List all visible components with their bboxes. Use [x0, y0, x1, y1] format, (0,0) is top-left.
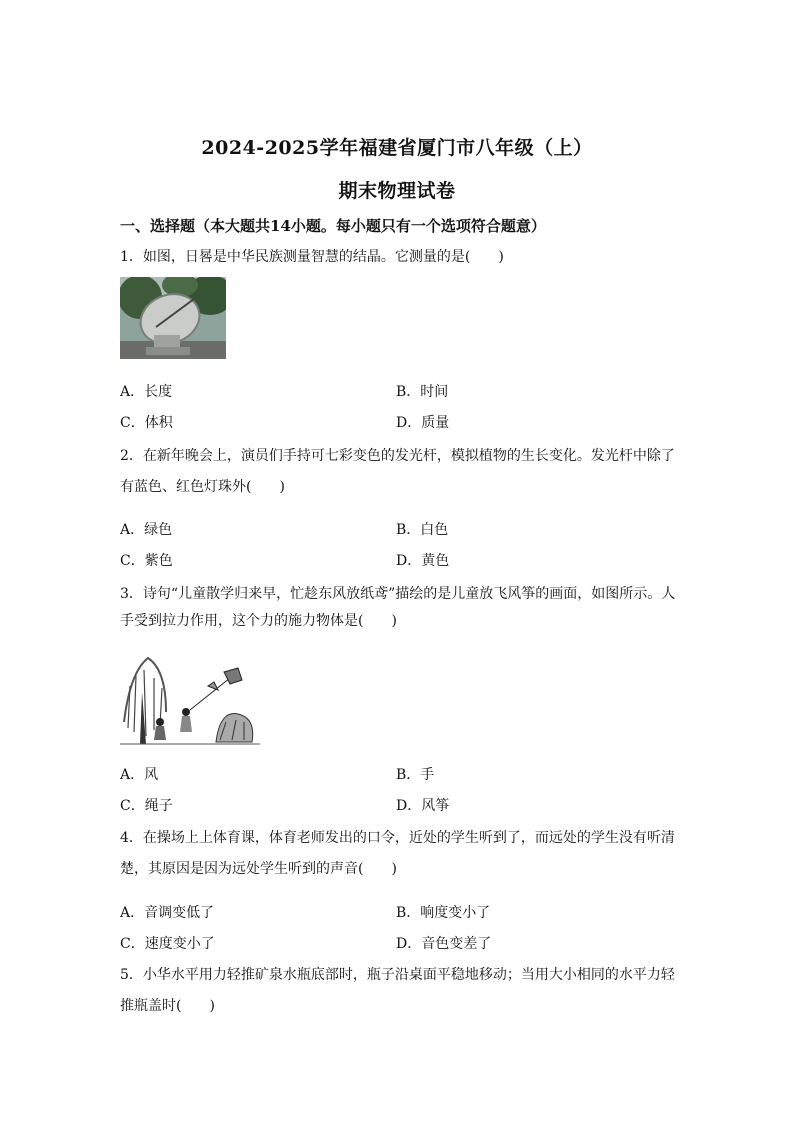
kite-flying-illustration: [120, 652, 260, 748]
q3-option-d: D．风筝: [396, 798, 450, 814]
question-2-stem-line1: 2．在新年晚会上，演员们手持可七彩变色的发光杆，模拟植物的生长变化。发光杆中除了: [120, 448, 675, 464]
question-5-stem-line1: 5．小华水平用力轻推矿泉水瓶底部时，瓶子沿桌面平稳地移动；当用大小相同的水平力轻: [120, 967, 675, 983]
question-4-stem-line2: 楚，其原因是因为远处学生听到的声音( ): [120, 861, 397, 877]
section-heading: 一、选择题（本大题共14小题。每小题只有一个选项符合题意）: [120, 217, 546, 235]
q2-option-d: D．黄色: [396, 553, 450, 569]
question-2-stem-line2: 有蓝色、红色灯珠外( ): [120, 479, 285, 495]
q3-option-c: C．绳子: [120, 798, 173, 814]
q1-option-b: B．时间: [396, 384, 449, 400]
q4-option-c: C．速度变小了: [120, 936, 215, 952]
question-5-stem-line2: 推瓶盖时( ): [120, 998, 215, 1014]
question-3-stem-line2: 手受到拉力作用，这个力的施力物体是( ): [120, 613, 397, 629]
document-title: 2024-2025学年福建省厦门市八年级（上）: [201, 137, 593, 159]
q4-option-a: A．音调变低了: [120, 905, 215, 921]
q3-option-a: A．风: [120, 767, 159, 783]
q1-option-c: C．体积: [120, 415, 173, 431]
q2-option-c: C．紫色: [120, 553, 173, 569]
question-1-stem: 1．如图，日晷是中华民族测量智慧的结晶。它测量的是( ): [120, 249, 504, 265]
question-4-stem-line1: 4．在操场上上体育课，体育老师发出的口令，近处的学生听到了，而远处的学生没有听清: [120, 830, 675, 846]
q2-option-b: B．白色: [396, 522, 449, 538]
q4-option-b: B．响度变小了: [396, 905, 491, 921]
q2-option-a: A．绿色: [120, 522, 173, 538]
q1-option-a: A．长度: [120, 384, 173, 400]
sundial-image: [120, 277, 226, 359]
q4-option-d: D．音色变差了: [396, 936, 492, 952]
question-3-stem-line1: 3．诗句“儿童散学归来早，忙趁东风放纸鸢”描绘的是儿童放飞风筝的画面，如图所示。人: [120, 586, 676, 602]
document-subtitle: 期末物理试卷: [338, 180, 456, 202]
q3-option-b: B．手: [396, 767, 435, 783]
q1-option-d: D．质量: [396, 415, 450, 431]
